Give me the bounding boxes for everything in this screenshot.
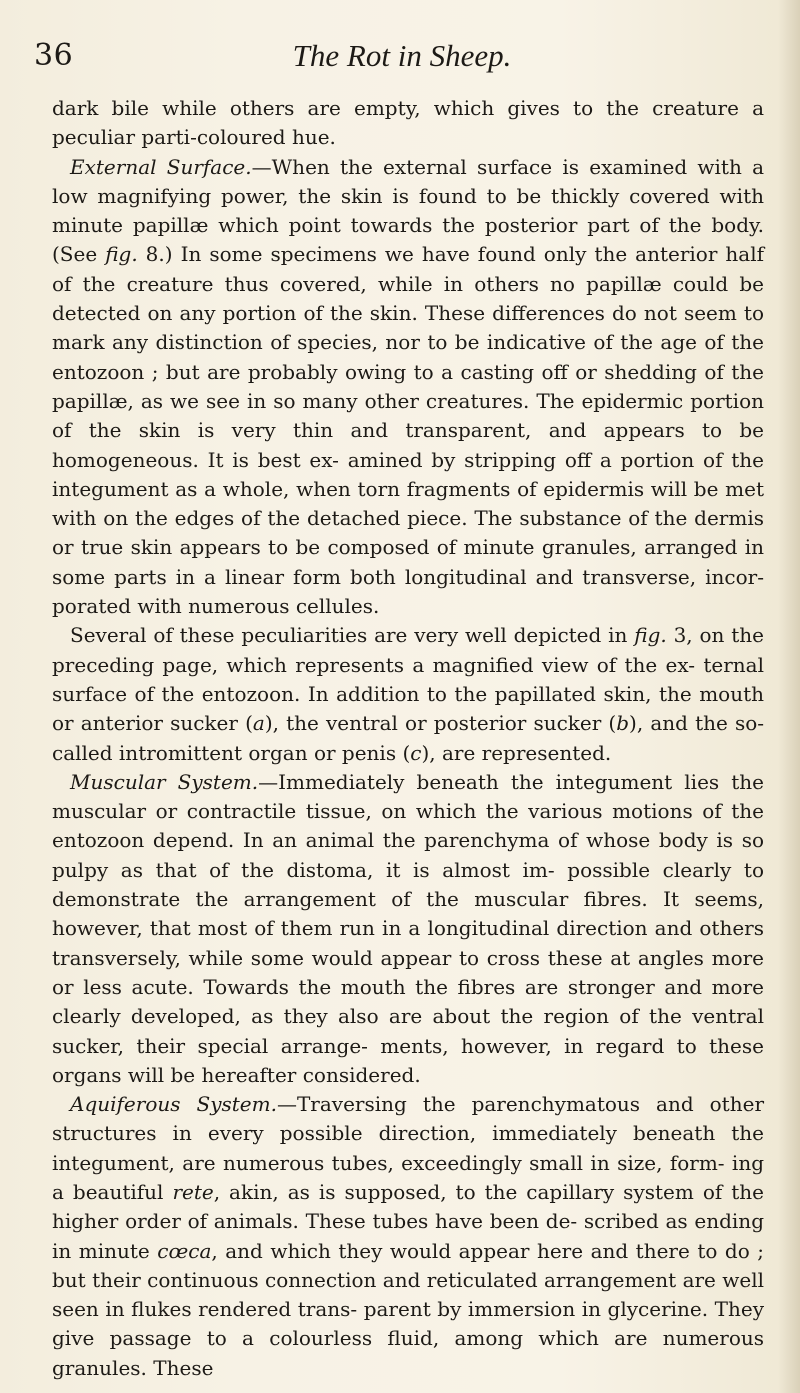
italic-text: rete [172, 1179, 214, 1204]
italic-text: fig. [105, 242, 138, 267]
italic-text: fig. [634, 623, 667, 648]
paragraph-text: , and which they would appear here and there to do ; but their continuous connection and reticulated arrangement are well seen in flukes rendered trans- parent by immersion in glycerine. They give passage to a colourless fluid, among which are numerous granules. These [52, 1238, 764, 1380]
italic-text: Aquiferous System. [70, 1092, 277, 1117]
italic-text: b [616, 711, 630, 736]
paragraph [52, 153, 764, 622]
page-header [30, 38, 760, 88]
page-edge-shadow [778, 0, 800, 1393]
paragraph [52, 94, 764, 153]
paragraph-text: ), are represented. [421, 740, 612, 765]
paragraph [52, 1090, 764, 1383]
italic-text: a [252, 711, 265, 736]
italic-text: c [410, 740, 422, 765]
running-title: The Rot in Sheep. [292, 38, 512, 73]
paragraph-text: 3, on the preceding page, which represents a magnified view of the ex- ternal surface of the entozoon. In addition to the papillated skin, the mouth or anterior sucker ( [52, 623, 764, 736]
paragraph-text: Several of these peculiarities are very well depicted in [70, 623, 635, 648]
italic-text: cœca [157, 1238, 212, 1263]
paragraph-text: —When the external surface is examined with a low magnifying power, the skin is found to be thickly covered with minute papillæ which point towards the posterior part of the body. (See [52, 154, 764, 267]
paragraph-text: , akin, as is supposed, to the capillary system of the higher order of animals. These tubes have been de- scribed as ending in minute [52, 1179, 764, 1263]
paragraph-text: ), and the so-called intromittent organ or penis ( [52, 711, 765, 765]
body-text [52, 94, 764, 1383]
paragraph-text: —Traversing the parenchymatous and other structures in every possible direction, immediately beneath the integument, are numerous tubes, exceedingly small in size, form- ing a beautiful [52, 1092, 764, 1204]
italic-text: Muscular System. [70, 769, 259, 794]
italic-text: External Surface. [70, 154, 252, 179]
paragraph-text: dark bile while others are empty, which gives to the creature a peculiar parti-coloured hue. [52, 96, 764, 150]
paragraph-text: 8.) In some specimens we have found only the anterior half of the creature thus covered, while in others no papillæ could be detected on any portion of the skin. These differences do not seem to mark any distinction of species, nor to be indicative of the age of the entozoon ; but are probably owing to a casting off or shedding of the papillæ, as we see in so many other creatures. The epidermic portion of the skin is very thin and transparent, and appears to be homogeneous. It is best ex- amined by stripping off a portion of the integument as a whole, when torn fragments of epidermis will be met with on the edges of the detached piece. The substance of the dermis or true skin appears to be composed of minute granules, arranged in some parts in a linear form both longitudinal and transverse, incor- porated with numerous cellules. [52, 242, 764, 619]
paragraph [52, 768, 764, 1090]
page-number: 36 [34, 38, 74, 73]
paragraph-text: ), the ventral or posterior sucker ( [264, 711, 617, 736]
paragraph [52, 621, 764, 767]
paragraph-text: —Immediately beneath the integument lies the muscular or contractile tissue, on which the various motions of the entozoon depend. In an animal the parenchyma of whose body is so pulpy as that of the distoma, it is almost im- possible clearly to demonstrate the arrangement of the muscular fibres. It seems, however, that most of them run in a longitudinal direction and others transversely, while some would appear to cross these at angles more or less acute. Towards the mouth the fibres are stronger and more clearly developed, as they also are about the region of the ventral sucker, their special arrange- ments, however, in regard to these organs will be hereafter considered. [52, 769, 765, 1087]
